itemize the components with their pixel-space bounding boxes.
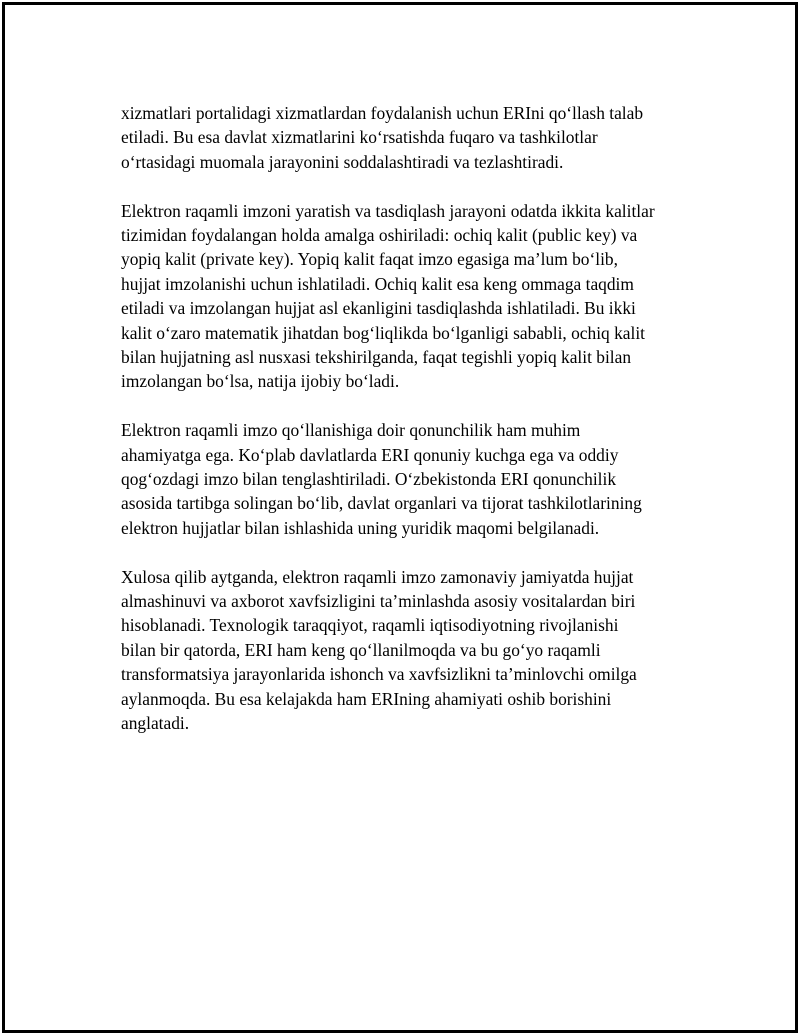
text-line: aylanmoqda. Bu esa kelajakda ham ERIning ahamiyati oshib borishini [121,688,612,709]
text-line: ahamiyatga ega. Ko‘plab davlatlarda ERI qonuniy kuchga ega va oddiy [121,444,619,465]
text-line: hujjat imzolanishi uchun ishlatiladi. Ochiq kalit esa keng ommaga taqdim [121,273,634,294]
document-body [121,101,696,760]
text-line: bilan hujjatning asl nusxasi tekshirilganda, faqat tegishli yopiq kalit bilan [121,347,632,368]
text-line: Elektron raqamli imzo qo‘llanishiga doir qonunchilik ham muhim [121,420,581,441]
text-line: Elektron raqamli imzoni yaratish va tasdiqlash jarayoni odatda ikkita kalitlar [121,200,655,221]
text-line: anglatadi. [121,713,190,734]
text-line: etiladi va imzolangan hujjat asl ekanligini tasdiqlashda ishlatiladi. Bu ikki [121,298,636,319]
paragraph-3 [121,418,696,540]
paragraph-2 [121,199,696,394]
text-line: almashinuvi va axborot xavfsizligini ta’minlashda asosiy vositalardan biri [121,591,636,612]
text-line: asosida tartibga solingan bo‘lib, davlat organlari va tijorat tashkilotlarining [121,493,642,514]
text-line: yopiq kalit (private key). Yopiq kalit faqat imzo egasiga ma’lum bo‘lib, [121,249,618,270]
text-line: transformatsiya jarayonlarida ishonch va xavfsizlikni ta’minlovchi omilga [121,664,637,685]
text-line: hisoblanadi. Texnologik taraqqiyot, raqamli iqtisodiyotning rivojlanishi [121,615,619,636]
text-line: imzolangan bo‘lsa, natija ijobiy bo‘ladi. [121,371,400,392]
text-line: elektron hujjatlar bilan ishlashida uning yuridik maqomi belgilanadi. [121,517,600,538]
text-line: etiladi. Bu esa davlat xizmatlarini ko‘rsatishda fuqaro va tashkilotlar [121,127,598,148]
text-line: kalit o‘zaro matematik jihatdan bog‘liqlikda bo‘lganligi sababli, ochiq kalit [121,322,645,343]
text-line: Xulosa qilib aytganda, elektron raqamli imzo zamonaviy jamiyatda hujjat [121,566,634,587]
text-line: qog‘ozdagi imzo bilan tenglashtiriladi. O‘zbekistonda ERI qonunchilik [121,469,617,490]
text-line: xizmatlari portalidagi xizmatlardan foydalanish uchun ERIni qo‘llash talab [121,103,644,123]
paragraph-4 [121,565,696,736]
paragraph-1 [121,101,696,174]
text-line: bilan bir qatorda, ERI ham keng qo‘llanilmoqda va bu go‘yo raqamli [121,639,601,660]
page-border [2,2,798,1033]
text-line: tizimidan foydalangan holda amalga oshiriladi: ochiq kalit (public key) va [121,225,638,246]
text-line: o‘rtasidagi muomala jarayonini soddalashtiradi va tezlashtiradi. [121,151,564,172]
